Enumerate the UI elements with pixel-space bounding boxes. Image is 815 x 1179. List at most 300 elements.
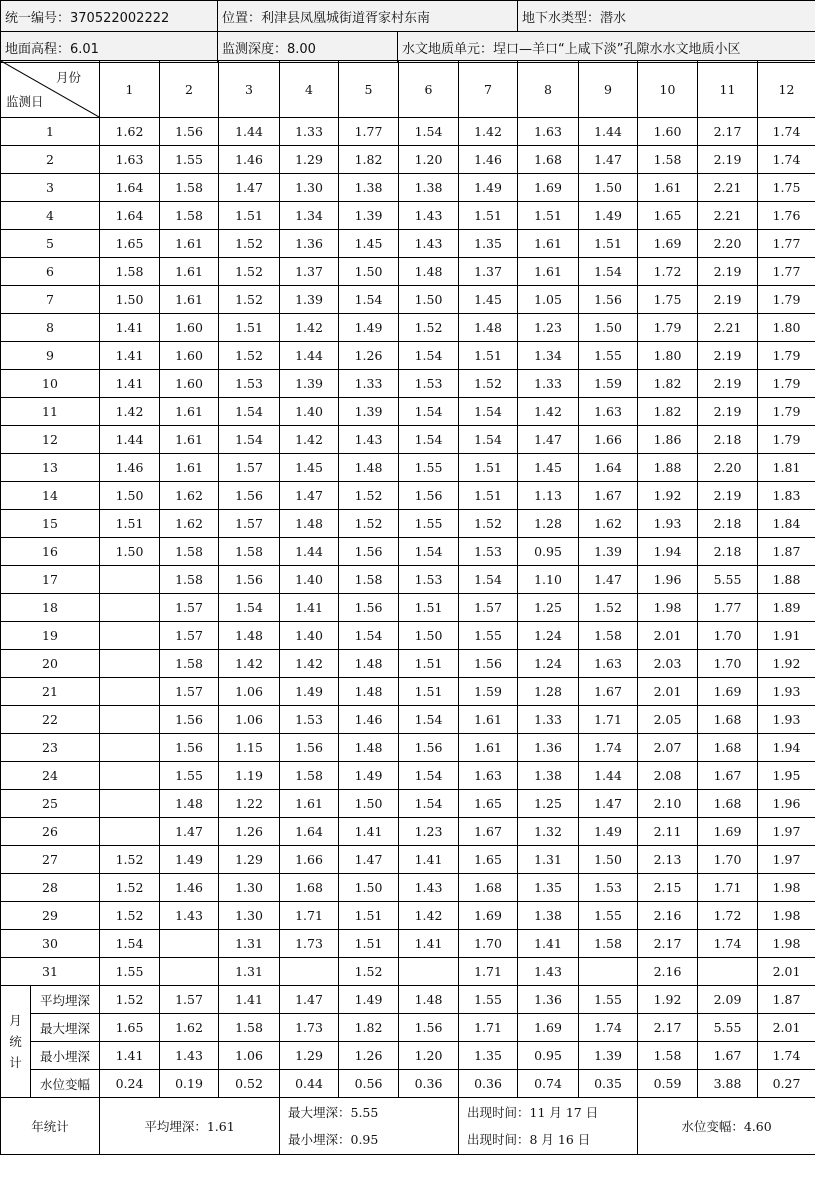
depth-cell: 1.36: [518, 734, 579, 762]
table-row: [1, 930, 815, 958]
monthly-stat-cell: 2.17: [638, 1014, 698, 1042]
table-row: [1, 314, 815, 342]
depth-cell: 1.62: [160, 482, 219, 510]
annual-min-time: 出现时间：8 月 16 日: [467, 1132, 591, 1147]
depth-cell: 2.10: [638, 790, 698, 818]
depth-cell: 1.54: [219, 594, 280, 622]
monthly-stat-cell: 1.87: [758, 986, 815, 1014]
depth-cell: 1.54: [459, 398, 518, 426]
depth-cell: 1.31: [219, 930, 280, 958]
table-row: [1, 678, 815, 706]
depth-cell: 1.48: [160, 790, 219, 818]
day-label: 18: [1, 594, 100, 622]
depth-cell: 1.80: [758, 314, 815, 342]
month-header-4: 4: [280, 61, 339, 118]
depth-cell: 1.60: [160, 342, 219, 370]
depth-cell: 2.05: [638, 706, 698, 734]
annual-min-depth: 最小埋深：0.95: [288, 1132, 379, 1147]
depth-cell: 1.22: [219, 790, 280, 818]
depth-cell: 2.01: [758, 958, 815, 986]
depth-cell: 1.48: [339, 454, 399, 482]
day-label: 2: [1, 146, 100, 174]
monthly-stat-cell: 1.29: [280, 1042, 339, 1070]
depth-cell: 1.39: [339, 202, 399, 230]
depth-cell: 1.64: [280, 818, 339, 846]
depth-cell: 1.41: [100, 314, 160, 342]
depth-cell: 1.46: [339, 706, 399, 734]
depth-cell: 1.52: [339, 958, 399, 986]
day-label: 23: [1, 734, 100, 762]
depth-cell: 1.05: [518, 286, 579, 314]
depth-cell: 1.61: [160, 398, 219, 426]
depth-cell: 1.77: [698, 594, 758, 622]
depth-cell: 1.55: [459, 622, 518, 650]
corner-header: [1, 61, 100, 118]
depth-cell: 1.64: [100, 174, 160, 202]
depth-cell: 1.74: [758, 118, 815, 146]
depth-cell: 5.55: [698, 566, 758, 594]
depth-cell: 1.29: [280, 146, 339, 174]
table-row: [1, 174, 815, 202]
table-row: [1, 650, 815, 678]
depth-cell: 1.58: [579, 930, 638, 958]
depth-cell: 1.55: [579, 342, 638, 370]
depth-cell: 1.52: [219, 286, 280, 314]
depth-cell: 1.57: [160, 678, 219, 706]
depth-cell: 1.24: [518, 622, 579, 650]
table-row: [1, 118, 815, 146]
depth-cell: 1.50: [339, 258, 399, 286]
depth-cell: 1.55: [579, 902, 638, 930]
depth-cell: 1.53: [399, 566, 459, 594]
day-label: 19: [1, 622, 100, 650]
depth-cell: 2.01: [638, 678, 698, 706]
depth-cell: 1.39: [280, 286, 339, 314]
table-row: [1, 342, 815, 370]
monthly-stat-cell: 1.74: [579, 1014, 638, 1042]
annual-max-depth: 最大埋深：5.55: [288, 1105, 379, 1120]
table-row: [1, 874, 815, 902]
depth-cell: 1.58: [160, 202, 219, 230]
depth-cell: 1.96: [758, 790, 815, 818]
depth-cell: [698, 958, 758, 986]
depth-cell: 1.51: [579, 230, 638, 258]
depth-cell: 1.67: [579, 678, 638, 706]
depth-cell: 1.53: [459, 538, 518, 566]
depth-cell: 1.87: [758, 538, 815, 566]
depth-cell: 1.51: [339, 930, 399, 958]
depth-cell: 1.51: [399, 678, 459, 706]
depth-cell: 1.58: [280, 762, 339, 790]
depth-cell: [100, 594, 160, 622]
depth-cell: 1.24: [518, 650, 579, 678]
table-row: [1, 426, 815, 454]
annual-stat-label: 年统计: [1, 1098, 100, 1155]
monthly-stat-cell: 1.92: [638, 986, 698, 1014]
depth-cell: 1.77: [758, 230, 815, 258]
daily-depth-table: [0, 60, 815, 1155]
monthly-stat-cell: 2.01: [758, 1014, 815, 1042]
depth-cell: 1.46: [459, 146, 518, 174]
day-label: 9: [1, 342, 100, 370]
monthly-stat-name: 最小埋深: [31, 1042, 100, 1070]
depth-cell: 1.35: [459, 230, 518, 258]
depth-cell: 1.44: [219, 118, 280, 146]
depth-cell: 1.79: [758, 398, 815, 426]
day-label: 22: [1, 706, 100, 734]
depth-cell: [100, 734, 160, 762]
depth-cell: 1.50: [100, 482, 160, 510]
depth-cell: 1.56: [160, 706, 219, 734]
day-label: 8: [1, 314, 100, 342]
depth-cell: [160, 930, 219, 958]
depth-cell: 2.01: [638, 622, 698, 650]
depth-cell: 1.37: [459, 258, 518, 286]
depth-cell: 1.94: [638, 538, 698, 566]
day-label: 12: [1, 426, 100, 454]
depth-cell: 1.73: [280, 930, 339, 958]
day-label: 27: [1, 846, 100, 874]
depth-cell: 1.41: [518, 930, 579, 958]
depth-cell: 1.45: [280, 454, 339, 482]
depth-cell: 1.44: [280, 538, 339, 566]
monthly-stat-cell: 0.24: [100, 1070, 160, 1098]
station-id-label: 统一编号：: [5, 10, 71, 26]
monthly-stat-name: 最大埋深: [31, 1014, 100, 1042]
depth-cell: 1.42: [399, 902, 459, 930]
monthly-stat-cell: 0.36: [459, 1070, 518, 1098]
table-row: [1, 734, 815, 762]
table-row: [1, 454, 815, 482]
station-info-table: [0, 0, 815, 63]
depth-cell: 1.51: [459, 482, 518, 510]
depth-cell: 1.38: [399, 174, 459, 202]
table-row: [1, 594, 815, 622]
depth-cell: 1.47: [579, 566, 638, 594]
monthly-stat-cell: 1.71: [459, 1014, 518, 1042]
depth-cell: 1.77: [758, 258, 815, 286]
depth-cell: 1.47: [219, 174, 280, 202]
depth-cell: 1.51: [339, 902, 399, 930]
depth-cell: 1.58: [219, 538, 280, 566]
depth-cell: 1.77: [339, 118, 399, 146]
monthly-stat-cell: 0.27: [758, 1070, 815, 1098]
depth-cell: 1.33: [280, 118, 339, 146]
monthly-stat-cell: 1.48: [399, 986, 459, 1014]
depth-cell: 1.68: [698, 790, 758, 818]
depth-cell: 1.98: [758, 930, 815, 958]
depth-cell: 1.51: [219, 202, 280, 230]
depth-cell: 1.64: [579, 454, 638, 482]
monthly-stat-name: 平均埋深: [31, 986, 100, 1014]
depth-cell: 2.19: [698, 370, 758, 398]
depth-cell: 1.53: [399, 370, 459, 398]
depth-cell: 2.20: [698, 230, 758, 258]
table-row: [1, 762, 815, 790]
depth-cell: 1.31: [219, 958, 280, 986]
depth-cell: 1.31: [518, 846, 579, 874]
monthly-stat-cell: 1.06: [219, 1042, 280, 1070]
depth-cell: 1.55: [100, 958, 160, 986]
monthly-stat-cell: 1.57: [160, 986, 219, 1014]
depth-cell: 1.39: [280, 370, 339, 398]
depth-cell: 1.82: [339, 146, 399, 174]
depth-cell: 1.71: [698, 874, 758, 902]
depth-cell: 2.19: [698, 146, 758, 174]
day-label: 28: [1, 874, 100, 902]
depth-cell: 1.33: [518, 706, 579, 734]
depth-cell: 1.93: [638, 510, 698, 538]
monthly-stat-cell: 1.20: [399, 1042, 459, 1070]
depth-cell: 1.58: [160, 538, 219, 566]
depth-cell: 1.75: [638, 286, 698, 314]
depth-cell: 2.19: [698, 342, 758, 370]
depth-cell: 1.61: [160, 286, 219, 314]
day-label: 16: [1, 538, 100, 566]
depth-cell: 1.57: [160, 594, 219, 622]
depth-cell: 1.47: [518, 426, 579, 454]
depth-cell: 1.56: [219, 566, 280, 594]
depth-cell: 1.40: [280, 566, 339, 594]
depth-cell: 1.26: [219, 818, 280, 846]
depth-cell: [579, 958, 638, 986]
month-header-12: 12: [758, 61, 815, 118]
depth-cell: 1.71: [280, 902, 339, 930]
depth-cell: 1.64: [100, 202, 160, 230]
depth-cell: 1.45: [339, 230, 399, 258]
month-header-10: 10: [638, 61, 698, 118]
depth-cell: [100, 706, 160, 734]
depth-cell: 2.19: [698, 286, 758, 314]
depth-cell: 1.49: [579, 202, 638, 230]
month-header-11: 11: [698, 61, 758, 118]
depth-cell: 1.48: [399, 258, 459, 286]
annual-stat-row: [1, 1098, 815, 1155]
depth-cell: 2.13: [638, 846, 698, 874]
annual-average: 平均埋深：1.61: [100, 1098, 280, 1155]
depth-cell: 2.17: [698, 118, 758, 146]
depth-cell: 1.19: [219, 762, 280, 790]
table-row: [1, 818, 815, 846]
depth-cell: 1.60: [160, 370, 219, 398]
depth-cell: 1.54: [219, 426, 280, 454]
monthly-stat-cell: 0.36: [399, 1070, 459, 1098]
depth-cell: 1.30: [280, 174, 339, 202]
depth-cell: 1.59: [459, 678, 518, 706]
depth-cell: 1.44: [100, 426, 160, 454]
depth-cell: 1.53: [579, 874, 638, 902]
depth-cell: 1.60: [160, 314, 219, 342]
depth-cell: 1.42: [280, 314, 339, 342]
depth-cell: 1.63: [579, 398, 638, 426]
monthly-stat-cell: 1.56: [399, 1014, 459, 1042]
depth-cell: 1.65: [459, 846, 518, 874]
day-label: 6: [1, 258, 100, 286]
depth-cell: 2.16: [638, 902, 698, 930]
depth-cell: 1.48: [280, 510, 339, 538]
depth-cell: 1.66: [579, 426, 638, 454]
groundwater-type: 地下水类型：潜水: [518, 1, 815, 32]
monthly-stat-label-char: 计: [9, 1055, 22, 1070]
depth-cell: 2.15: [638, 874, 698, 902]
depth-cell: 1.54: [579, 258, 638, 286]
depth-cell: 1.23: [518, 314, 579, 342]
depth-cell: 1.52: [579, 594, 638, 622]
depth-cell: 1.67: [579, 482, 638, 510]
depth-cell: 1.65: [100, 230, 160, 258]
depth-cell: 1.41: [280, 594, 339, 622]
depth-cell: 1.48: [219, 622, 280, 650]
depth-cell: 1.69: [698, 678, 758, 706]
depth-cell: 2.19: [698, 482, 758, 510]
depth-cell: 1.58: [638, 146, 698, 174]
table-row: [1, 902, 815, 930]
depth-cell: 1.38: [518, 762, 579, 790]
depth-cell: 1.06: [219, 706, 280, 734]
depth-cell: 1.32: [518, 818, 579, 846]
depth-cell: 1.47: [579, 790, 638, 818]
table-row: [1, 398, 815, 426]
annual-range: 水位变幅：4.60: [638, 1098, 815, 1155]
depth-cell: 2.03: [638, 650, 698, 678]
depth-cell: 1.43: [399, 874, 459, 902]
depth-cell: 2.21: [698, 202, 758, 230]
month-header-6: 6: [399, 61, 459, 118]
depth-cell: 2.17: [638, 930, 698, 958]
depth-cell: 1.50: [399, 622, 459, 650]
depth-cell: 1.41: [100, 370, 160, 398]
depth-cell: 1.50: [579, 314, 638, 342]
depth-cell: 1.57: [160, 622, 219, 650]
depth-cell: 1.48: [459, 314, 518, 342]
depth-cell: [100, 622, 160, 650]
depth-cell: 1.43: [339, 426, 399, 454]
depth-cell: 1.72: [638, 258, 698, 286]
monthly-stat-cell: 1.82: [339, 1014, 399, 1042]
depth-cell: 1.60: [638, 118, 698, 146]
depth-cell: 1.56: [280, 734, 339, 762]
depth-cell: 1.49: [280, 678, 339, 706]
depth-cell: 1.70: [459, 930, 518, 958]
depth-cell: 1.83: [758, 482, 815, 510]
day-label: 1: [1, 118, 100, 146]
depth-cell: 1.67: [459, 818, 518, 846]
depth-cell: 1.50: [399, 286, 459, 314]
depth-cell: 1.46: [100, 454, 160, 482]
depth-cell: 1.46: [160, 874, 219, 902]
annual-max-time: 出现时间：11 月 17 日: [467, 1105, 599, 1120]
day-label: 30: [1, 930, 100, 958]
depth-cell: 1.51: [459, 454, 518, 482]
day-label: 31: [1, 958, 100, 986]
station-location: 位置：利津县凤凰城街道胥家村东南: [218, 1, 518, 32]
depth-cell: 1.68: [459, 874, 518, 902]
month-header-1: 1: [100, 61, 160, 118]
depth-cell: 1.47: [160, 818, 219, 846]
table-row: [1, 622, 815, 650]
depth-cell: 1.72: [698, 902, 758, 930]
depth-cell: 1.48: [339, 678, 399, 706]
station-id-value: 370522002222: [70, 10, 170, 26]
depth-cell: 2.07: [638, 734, 698, 762]
depth-cell: 1.71: [579, 706, 638, 734]
depth-cell: 2.11: [638, 818, 698, 846]
depth-cell: 1.39: [339, 398, 399, 426]
depth-cell: 1.56: [339, 538, 399, 566]
depth-cell: 1.51: [459, 342, 518, 370]
depth-cell: 1.43: [399, 202, 459, 230]
depth-cell: 1.80: [638, 342, 698, 370]
depth-cell: 1.57: [459, 594, 518, 622]
depth-cell: 1.53: [280, 706, 339, 734]
monthly-stat-row: [1, 1042, 815, 1070]
depth-cell: 1.42: [459, 118, 518, 146]
depth-cell: 1.25: [518, 594, 579, 622]
depth-cell: 1.56: [160, 734, 219, 762]
depth-cell: 1.56: [459, 650, 518, 678]
ground-elevation: 地面高程：6.01: [1, 32, 218, 63]
table-row: [1, 790, 815, 818]
depth-cell: 1.59: [579, 370, 638, 398]
day-label: 10: [1, 370, 100, 398]
depth-cell: 1.68: [698, 734, 758, 762]
monthly-stat-row: [1, 1070, 815, 1098]
depth-cell: [399, 958, 459, 986]
depth-cell: 1.43: [160, 902, 219, 930]
depth-cell: 1.63: [100, 146, 160, 174]
depth-cell: 1.56: [219, 482, 280, 510]
monthly-stat-cell: 1.55: [459, 986, 518, 1014]
monthly-stat-label-char: 月: [9, 1013, 22, 1028]
table-row: [1, 958, 815, 986]
depth-cell: 1.50: [100, 538, 160, 566]
depth-cell: 1.54: [399, 342, 459, 370]
monthly-stat-cell: 1.62: [160, 1014, 219, 1042]
depth-cell: 1.57: [219, 454, 280, 482]
depth-cell: 1.70: [698, 622, 758, 650]
monthly-stat-cell: 1.36: [518, 986, 579, 1014]
depth-cell: 1.56: [399, 482, 459, 510]
depth-cell: 1.54: [399, 398, 459, 426]
depth-cell: 1.48: [339, 734, 399, 762]
depth-cell: 1.50: [100, 286, 160, 314]
depth-cell: 1.36: [280, 230, 339, 258]
depth-cell: 1.51: [518, 202, 579, 230]
depth-cell: 1.54: [219, 398, 280, 426]
depth-cell: 1.45: [459, 286, 518, 314]
depth-cell: 1.39: [579, 538, 638, 566]
depth-cell: 2.18: [698, 510, 758, 538]
month-header-3: 3: [219, 61, 280, 118]
depth-cell: 1.40: [280, 398, 339, 426]
depth-cell: [100, 650, 160, 678]
depth-cell: 1.74: [579, 734, 638, 762]
depth-cell: 2.16: [638, 958, 698, 986]
depth-cell: 1.29: [219, 846, 280, 874]
monthly-stat-cell: 0.44: [280, 1070, 339, 1098]
month-header-8: 8: [518, 61, 579, 118]
depth-cell: 1.81: [758, 454, 815, 482]
depth-cell: 1.89: [758, 594, 815, 622]
depth-cell: 1.61: [459, 706, 518, 734]
table-row: [1, 202, 815, 230]
month-header-9: 9: [579, 61, 638, 118]
daily-depth-table-body: [1, 61, 815, 1155]
month-header-row: [1, 61, 815, 118]
depth-cell: 1.40: [280, 622, 339, 650]
depth-cell: 1.55: [399, 510, 459, 538]
depth-cell: 1.23: [399, 818, 459, 846]
